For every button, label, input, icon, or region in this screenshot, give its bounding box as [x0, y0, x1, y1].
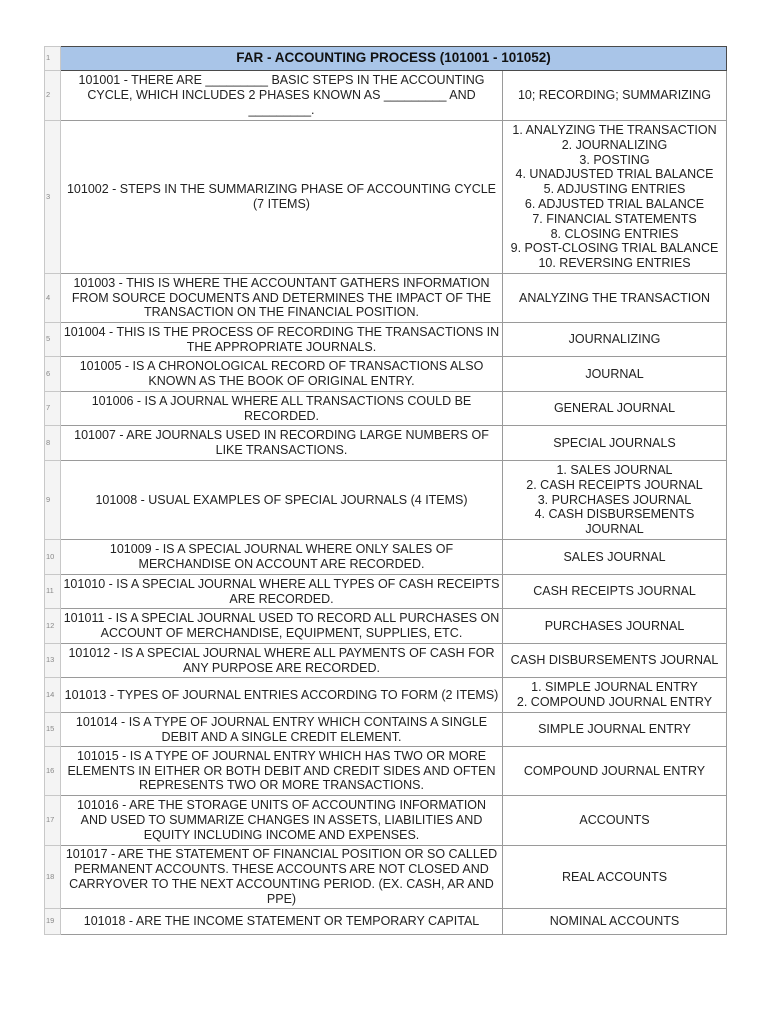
table-row — [45, 540, 727, 575]
table-row — [45, 392, 727, 426]
answer-line: JOURNAL — [585, 522, 644, 537]
answer-cell: CASH DISBURSEMENTS JOURNAL — [503, 644, 727, 678]
table-row — [45, 121, 727, 274]
row-number: 1 — [45, 47, 61, 71]
table-row — [45, 274, 727, 323]
answer-cell — [503, 678, 727, 713]
answer-cell: 10; RECORDING; SUMMARIZING — [503, 71, 727, 121]
row-number: 14 — [45, 678, 61, 713]
answer-cell: CASH RECEIPTS JOURNAL — [503, 575, 727, 609]
row-number: 18 — [45, 846, 61, 909]
answer-cell: ANALYZING THE TRANSACTION — [503, 274, 727, 323]
question-cell: 101015 - IS A TYPE OF JOURNAL ENTRY WHICH HAS TWO OR MORE ELEMENTS IN EITHER OR BOTH DEBIT AND CREDIT SIDES AND OFTEN REPRESENTS TWO OR MORE TRANSACTIONS. — [61, 747, 503, 796]
row-number: 17 — [45, 796, 61, 846]
answer-cell: ACCOUNTS — [503, 796, 727, 846]
question-cell: 101009 - IS A SPECIAL JOURNAL WHERE ONLY SALES OF MERCHANDISE ON ACCOUNT ARE RECORDED. — [61, 540, 503, 575]
question-cell: 101005 - IS A CHRONOLOGICAL RECORD OF TRANSACTIONS ALSO KNOWN AS THE BOOK OF ORIGINAL ENTRY. — [61, 357, 503, 392]
table-row — [45, 71, 727, 121]
table-row — [45, 323, 727, 357]
answer-line: 2. CASH RECEIPTS JOURNAL — [526, 477, 703, 492]
question-cell: 101017 - ARE THE STATEMENT OF FINANCIAL POSITION OR SO CALLED PERMANENT ACCOUNTS. THESE ACCOUNTS ARE NOT CLOSED AND CARRYOVER TO THE NEXT ACCOUNTING PERIOD. (EX. CASH, AR AND PPE) — [61, 846, 503, 909]
answer-line: 9. POST-CLOSING TRIAL BALANCE — [510, 241, 719, 256]
row-number: 15 — [45, 713, 61, 747]
row-number: 9 — [45, 461, 61, 540]
answer-line: 2. COMPOUND JOURNAL ENTRY — [516, 695, 713, 709]
table-row — [45, 909, 727, 935]
sheet-title: FAR - ACCOUNTING PROCESS (101001 - 101052) — [61, 47, 727, 71]
answer-line: 6. ADJUSTED TRIAL BALANCE — [524, 197, 705, 211]
title-row — [45, 47, 727, 71]
question-cell: 101018 - ARE THE INCOME STATEMENT OR TEMPORARY CAPITAL — [61, 909, 503, 935]
table-row — [45, 846, 727, 909]
row-number: 16 — [45, 747, 61, 796]
question-cell: 101003 - THIS IS WHERE THE ACCOUNTANT GATHERS INFORMATION FROM SOURCE DOCUMENTS AND DETERMINES THE IMPACT OF THE TRANSACTION ON THE FINANCIAL POSITION. — [61, 274, 503, 323]
answer-line: 5. ADJUSTING ENTRIES — [543, 182, 686, 197]
answer-cell: JOURNAL — [503, 357, 727, 392]
row-number: 10 — [45, 540, 61, 575]
answer-line: 2. JOURNALIZING — [561, 137, 668, 152]
row-number: 12 — [45, 609, 61, 644]
answer-cell: SPECIAL JOURNALS — [503, 426, 727, 461]
answer-cell — [503, 461, 727, 540]
question-cell: 101002 - STEPS IN THE SUMMARIZING PHASE OF ACCOUNTING CYCLE (7 ITEMS) — [61, 121, 503, 274]
answer-cell — [503, 121, 727, 274]
answer-line: 10. REVERSING ENTRIES — [538, 256, 691, 271]
answer-line: 1. SIMPLE JOURNAL ENTRY — [531, 680, 698, 695]
table-row — [45, 678, 727, 713]
row-number: 5 — [45, 323, 61, 357]
row-number: 3 — [45, 121, 61, 274]
row-number: 13 — [45, 644, 61, 678]
table-row — [45, 609, 727, 644]
table-row — [45, 796, 727, 846]
answer-line: 1. ANALYZING THE TRANSACTION — [512, 123, 717, 138]
row-number: 19 — [45, 909, 61, 935]
answer-cell: NOMINAL ACCOUNTS — [503, 909, 727, 935]
answer-cell: COMPOUND JOURNAL ENTRY — [503, 747, 727, 796]
answer-line: 7. FINANCIAL STATEMENTS — [532, 211, 697, 226]
answer-cell: PURCHASES JOURNAL — [503, 609, 727, 644]
answer-cell: GENERAL JOURNAL — [503, 392, 727, 426]
answer-cell: REAL ACCOUNTS — [503, 846, 727, 909]
row-number: 8 — [45, 426, 61, 461]
question-cell: 101013 - TYPES OF JOURNAL ENTRIES ACCORDING TO FORM (2 ITEMS) — [61, 678, 503, 713]
question-cell: 101011 - IS A SPECIAL JOURNAL USED TO RECORD ALL PURCHASES ON ACCOUNT OF MERCHANDISE, EQUIPMENT, SUPPLIES, ETC. — [61, 609, 503, 644]
question-cell: 101004 - THIS IS THE PROCESS OF RECORDING THE TRANSACTIONS IN THE APPROPRIATE JOURNALS. — [61, 323, 503, 357]
answer-cell: SALES JOURNAL — [503, 540, 727, 575]
question-cell: 101006 - IS A JOURNAL WHERE ALL TRANSACTIONS COULD BE RECORDED. — [61, 392, 503, 426]
answer-cell: SIMPLE JOURNAL ENTRY — [503, 713, 727, 747]
row-number: 4 — [45, 274, 61, 323]
table-row — [45, 575, 727, 609]
answer-cell: JOURNALIZING — [503, 323, 727, 357]
table-row — [45, 644, 727, 678]
question-cell: 101016 - ARE THE STORAGE UNITS OF ACCOUNTING INFORMATION AND USED TO SUMMARIZE CHANGES IN ASSETS, LIABILITIES AND EQUITY INCLUDING INCOME AND EXPENSES. — [61, 796, 503, 846]
answer-line: 1. SALES JOURNAL — [556, 463, 673, 477]
table-row — [45, 426, 727, 461]
answer-line: 4. UNADJUSTED TRIAL BALANCE — [515, 167, 714, 182]
table-row — [45, 461, 727, 540]
row-number: 11 — [45, 575, 61, 609]
question-cell: 101008 - USUAL EXAMPLES OF SPECIAL JOURNALS (4 ITEMS) — [61, 461, 503, 540]
table-row — [45, 747, 727, 796]
table-row — [45, 713, 727, 747]
row-number: 6 — [45, 357, 61, 392]
question-cell: 101010 - IS A SPECIAL JOURNAL WHERE ALL TYPES OF CASH RECEIPTS ARE RECORDED. — [61, 575, 503, 609]
table-row — [45, 357, 727, 392]
answer-line: 3. PURCHASES JOURNAL — [537, 492, 692, 507]
question-cell: 101014 - IS A TYPE OF JOURNAL ENTRY WHICH CONTAINS A SINGLE DEBIT AND A SINGLE CREDIT ELEMENT. — [61, 713, 503, 747]
question-cell: 101001 - THERE ARE _________ BASIC STEPS IN THE ACCOUNTING CYCLE, WHICH INCLUDES 2 PHASES KNOWN AS _________ AND _________. — [61, 71, 503, 121]
accounting-process-sheet — [44, 46, 727, 935]
question-cell: 101012 - IS A SPECIAL JOURNAL WHERE ALL PAYMENTS OF CASH FOR ANY PURPOSE ARE RECORDED. — [61, 644, 503, 678]
row-number: 2 — [45, 71, 61, 121]
row-number: 7 — [45, 392, 61, 426]
question-cell: 101007 - ARE JOURNALS USED IN RECORDING LARGE NUMBERS OF LIKE TRANSACTIONS. — [61, 426, 503, 461]
answer-line: 8. CLOSING ENTRIES — [550, 226, 679, 241]
answer-line: 4. CASH DISBURSEMENTS — [534, 507, 695, 522]
answer-line: 3. POSTING — [579, 152, 650, 167]
